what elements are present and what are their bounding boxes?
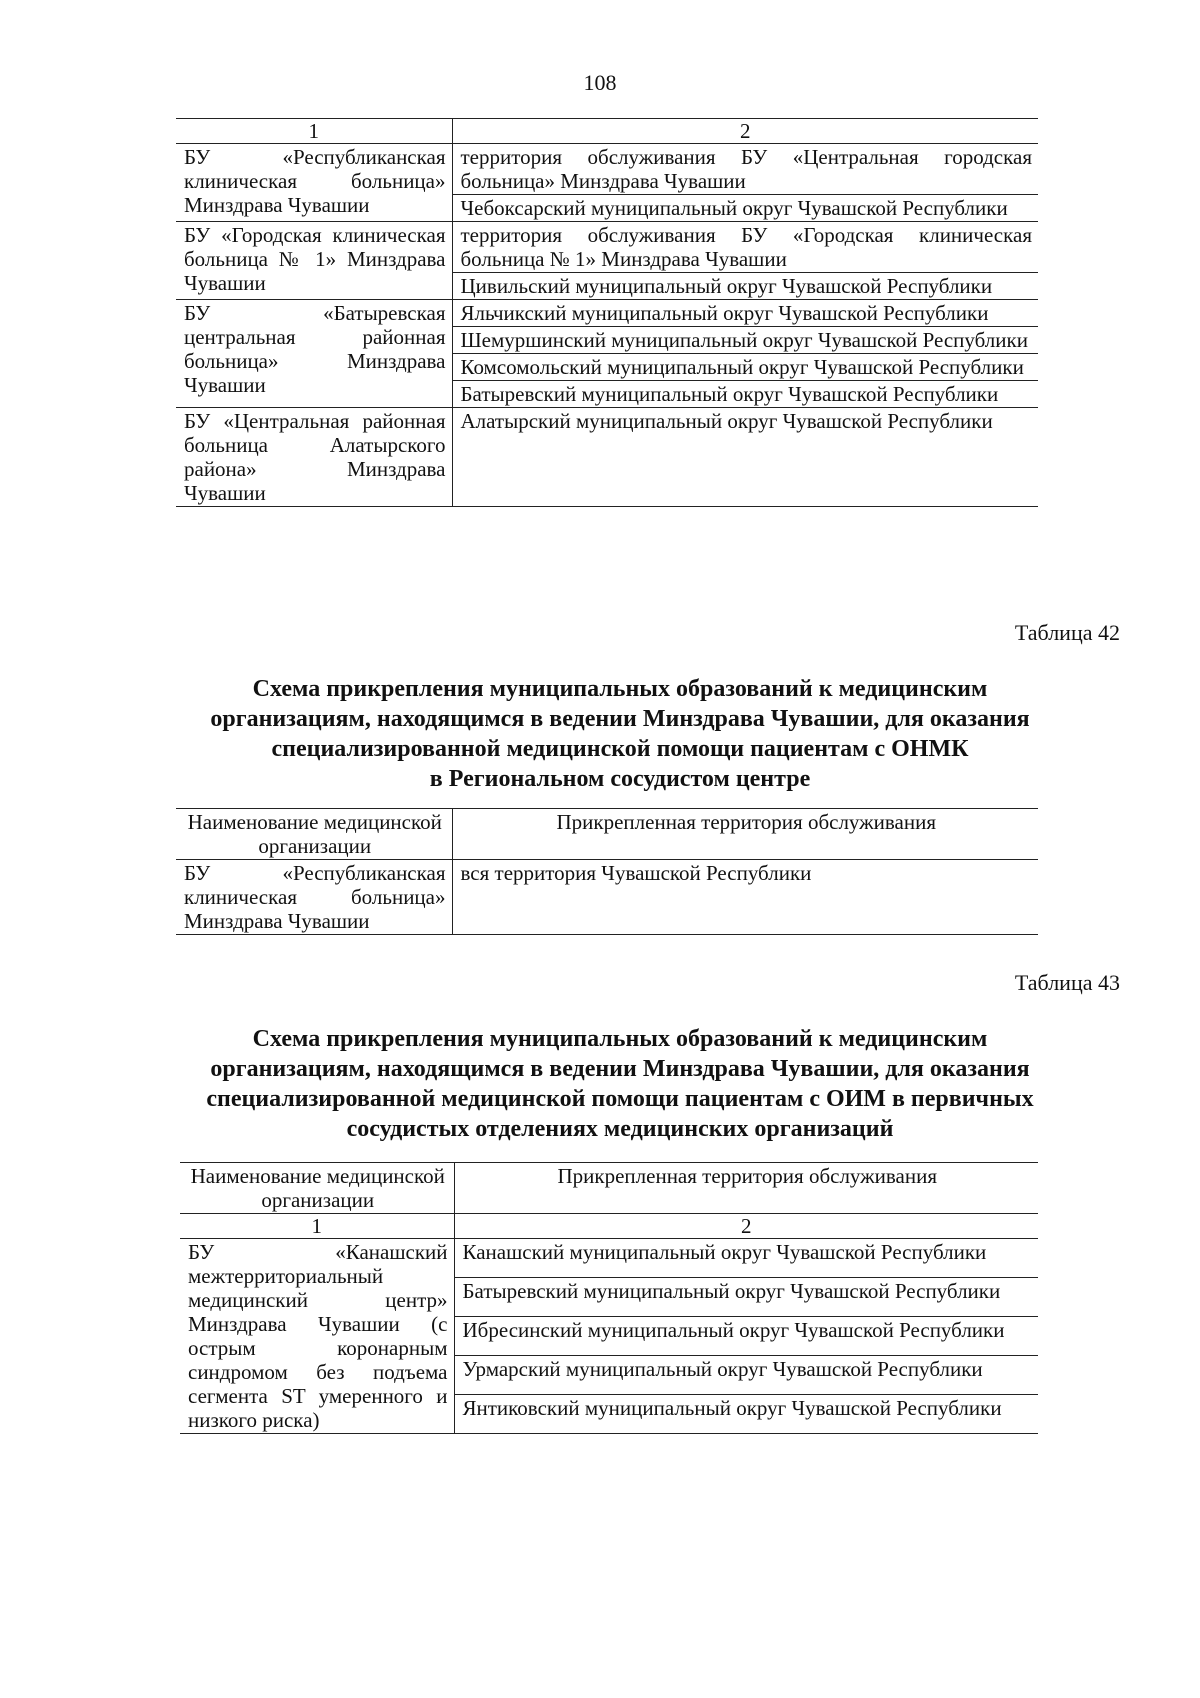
title-line: организациям, находящимся в ведении Минздрава Чувашии, для оказания — [210, 1056, 1030, 1082]
territory-cell: Яльчикский муниципальный округ Чувашской Республики — [452, 300, 1038, 327]
organization-cell: БУ «Центральная районная больница Алатырского района» Минздрава Чувашии — [176, 408, 452, 507]
column-number: 1 — [176, 119, 452, 144]
organization-cell: БУ «Батыревская центральная районная больница» Минздрава Чувашии — [176, 300, 452, 408]
territory-cell: Канашский муниципальный округ Чувашской Республики — [454, 1239, 1038, 1278]
territory-cell: Шемуршинский муниципальный округ Чувашской Республики — [452, 327, 1038, 354]
territory-cell: Алатырский муниципальный округ Чувашской Республики — [452, 408, 1038, 507]
title-line: организациям, находящимся в ведении Минздрава Чувашии, для оказания — [210, 706, 1030, 732]
column-header: Прикрепленная территория обслуживания — [452, 809, 1038, 860]
territory-cell: Комсомольский муниципальный округ Чувашской Республики — [452, 354, 1038, 381]
column-number: 2 — [452, 119, 1038, 144]
title-line: специализированной медицинской помощи пациентам с ОИМ в первичных — [206, 1086, 1034, 1112]
title-line: специализированной медицинской помощи пациентам с ОНМК — [271, 736, 969, 762]
column-number: 1 — [180, 1214, 454, 1239]
territory-cell: Чебоксарский муниципальный округ Чувашской Республики — [452, 195, 1038, 222]
table-42-caption: Таблица 42 — [1014, 620, 1120, 645]
table-43-title — [150, 1024, 1090, 1144]
territory-cell: вся территория Чувашской Республики — [452, 860, 1038, 935]
title-line: Схема прикрепления муниципальных образований к медицинским — [252, 1026, 988, 1052]
title-line: сосудистых отделениях медицинских организаций — [346, 1116, 894, 1142]
territory-cell: территория обслуживания БУ «Городская клиническая больница № 1» Минздрава Чувашии — [452, 222, 1038, 273]
column-header: Наименование медицинской организации — [176, 809, 452, 860]
table-41-continuation — [176, 118, 1038, 507]
table-42 — [176, 808, 1038, 935]
title-line: Схема прикрепления муниципальных образований к медицинским — [252, 676, 988, 702]
territory-cell: Урмарский муниципальный округ Чувашской Республики — [454, 1356, 1038, 1395]
column-number: 2 — [454, 1214, 1038, 1239]
title-line: в Региональном сосудистом центре — [429, 766, 811, 792]
organization-cell: БУ «Республиканская клиническая больница» Минздрава Чувашии — [176, 144, 452, 222]
organization-cell: БУ «Республиканская клиническая больница» Минздрава Чувашии — [176, 860, 452, 935]
territory-cell: территория обслуживания БУ «Центральная городская больница» Минздрава Чувашии — [452, 144, 1038, 195]
table-43 — [180, 1162, 1038, 1434]
territory-cell: Батыревский муниципальный округ Чувашской Республики — [454, 1278, 1038, 1317]
table-42-title — [150, 674, 1090, 794]
table-43-caption: Таблица 43 — [1014, 970, 1120, 995]
column-header: Наименование медицинской организации — [180, 1163, 454, 1214]
territory-cell: Ибресинский муниципальный округ Чувашской Республики — [454, 1317, 1038, 1356]
territory-cell: Батыревский муниципальный округ Чувашской Республики — [452, 381, 1038, 408]
territory-cell: Цивильский муниципальный округ Чувашской Республики — [452, 273, 1038, 300]
page-number: 108 — [583, 70, 617, 95]
organization-cell: БУ «Городская клиническая больница № 1» Минздрава Чувашии — [176, 222, 452, 300]
territory-cell: Янтиковский муниципальный округ Чувашской Республики — [454, 1395, 1038, 1434]
organization-cell: БУ «Канашский межтерриториальный медицинский центр» Минздрава Чувашии (с острым коронарным синдромом без подъема сегмента ST умеренного и низкого риска) — [180, 1239, 454, 1434]
column-header: Прикрепленная территория обслуживания — [454, 1163, 1038, 1214]
